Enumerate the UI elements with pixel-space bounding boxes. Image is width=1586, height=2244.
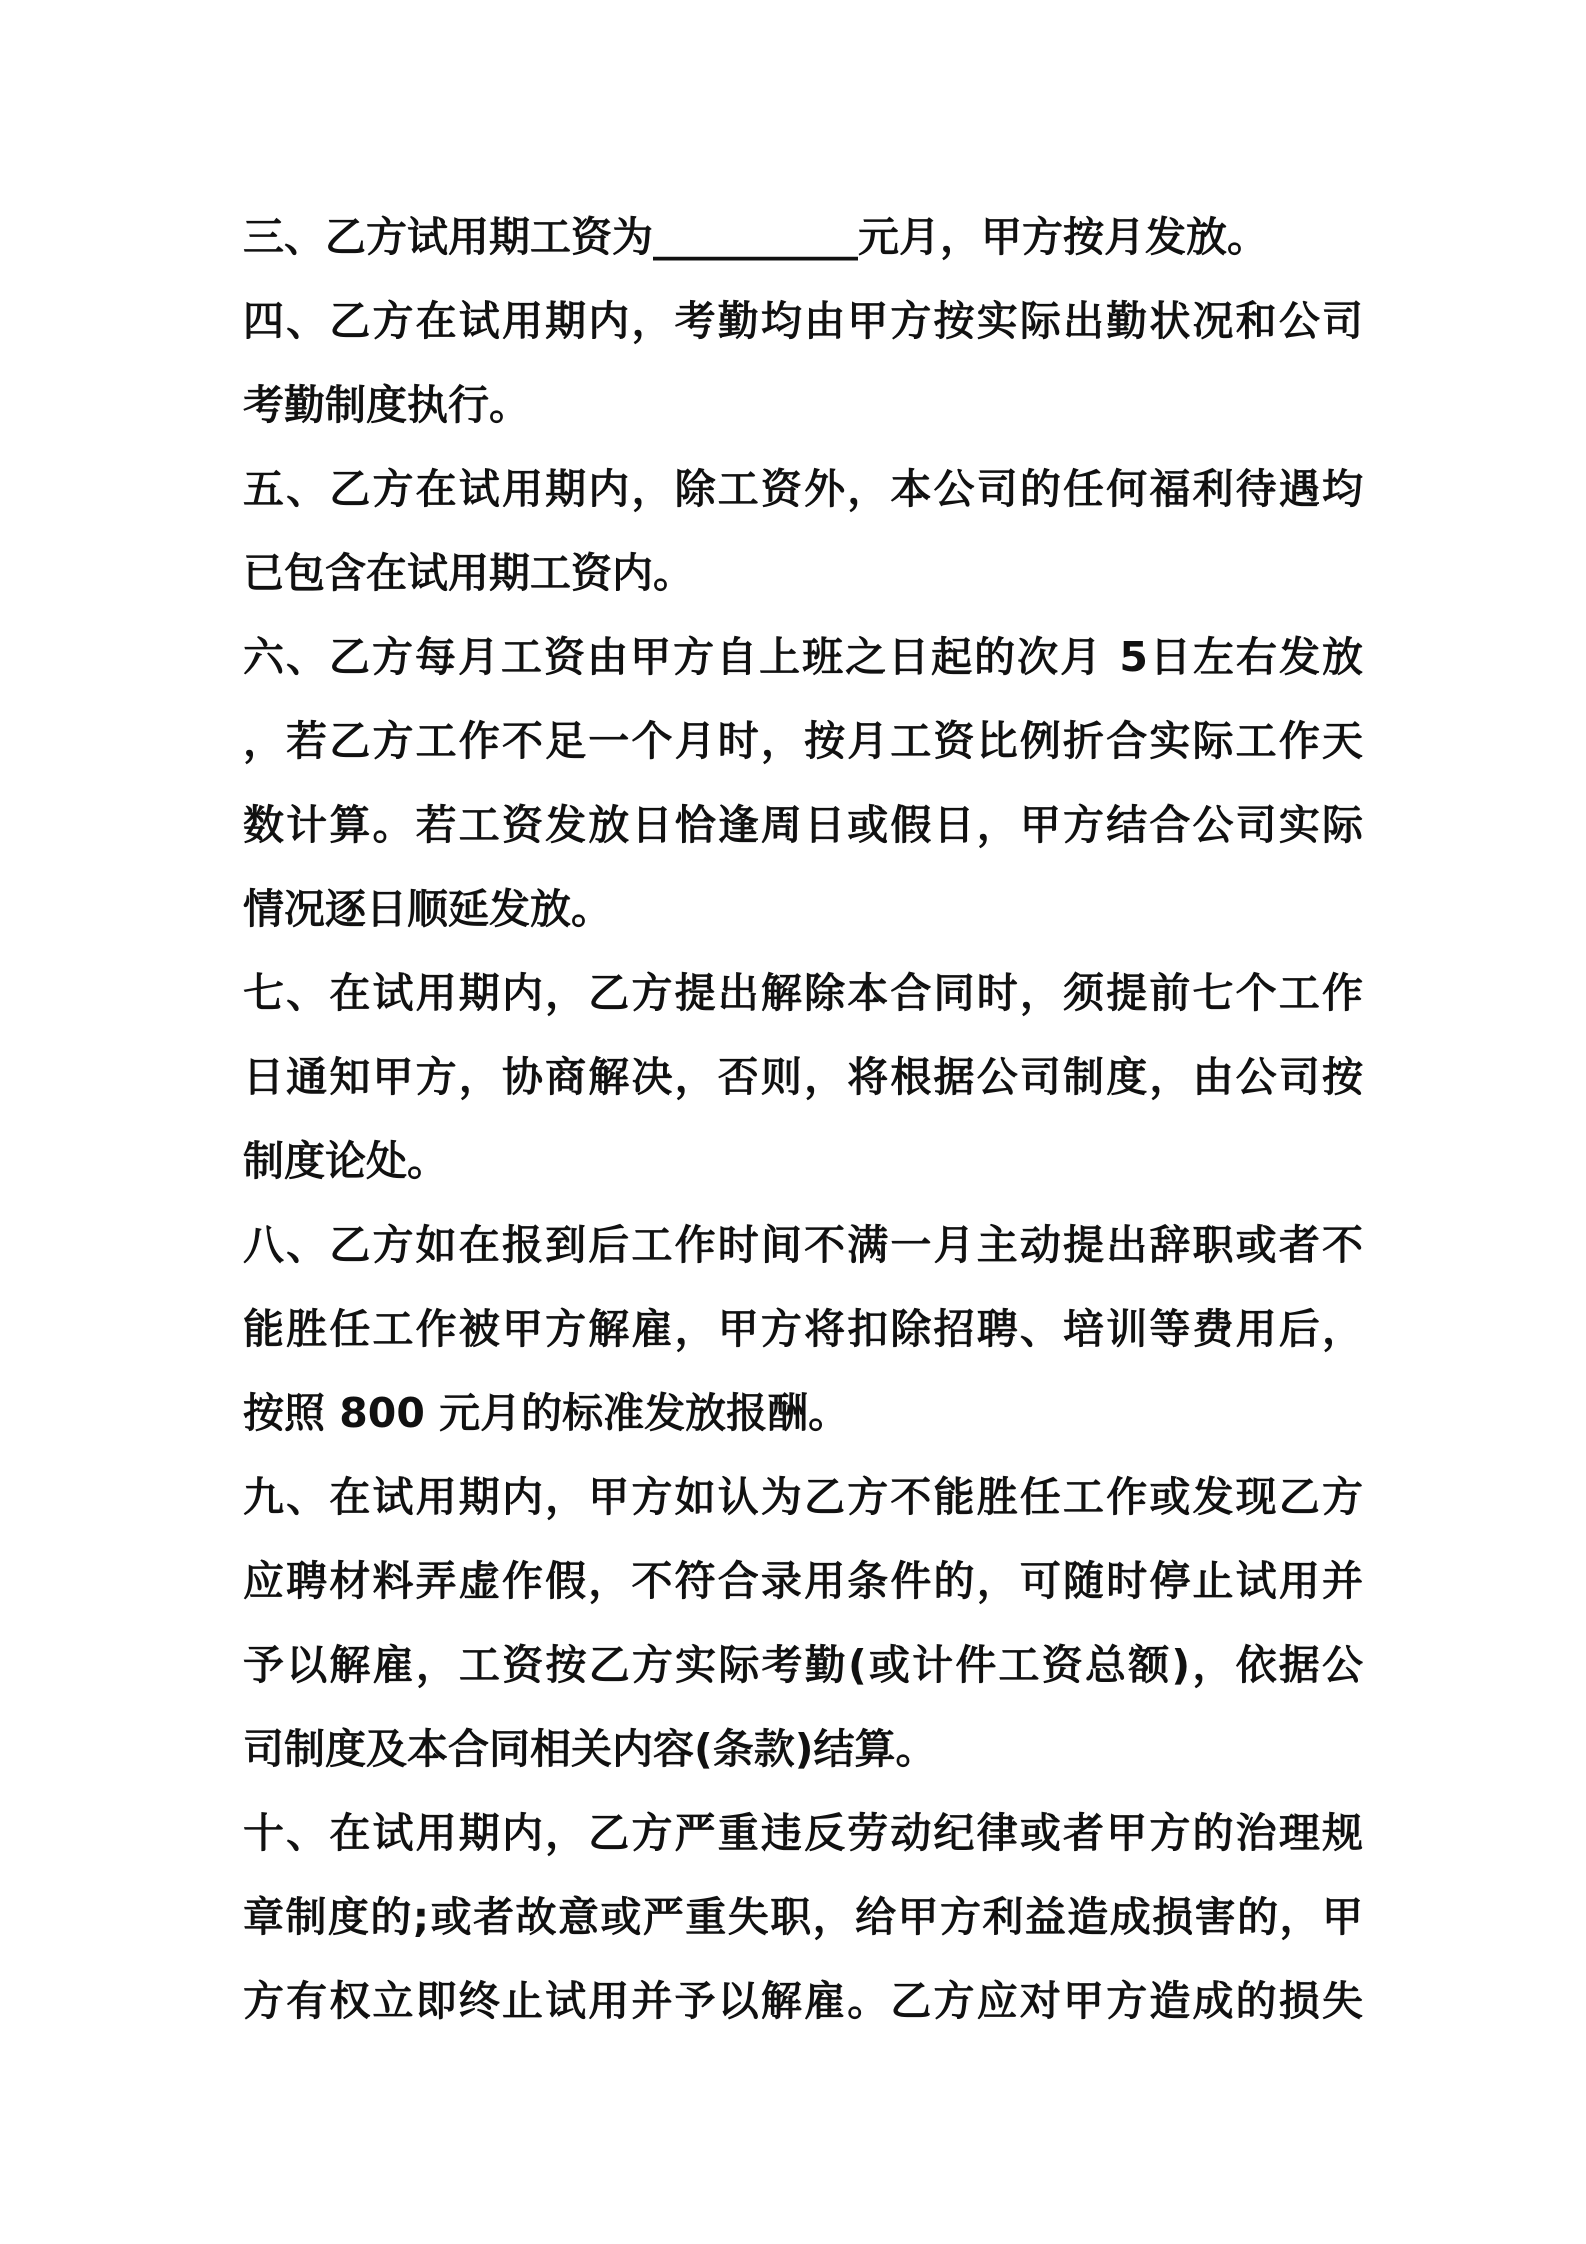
text-line: 数计算。若工资发放日恰逢周日或假日，甲方结合公司实际 [243, 801, 1363, 849]
text-line: 应聘材料弄虚作假，不符合录用条件的，可随时停止试用并 [243, 1557, 1363, 1605]
text-line: 八、乙方如在报到后工作时间不满一月主动提出辞职或者不 [243, 1221, 1363, 1269]
text-line: 按照 800 元月的标准发放报酬。 [243, 1389, 850, 1437]
text-line: 方有权立即终止试用并予以解雇。乙方应对甲方造成的损失 [243, 1977, 1363, 2025]
text-line: 予以解雇，工资按乙方实际考勤(或计件工资总额)，依据公 [243, 1641, 1363, 1689]
text-line: 司制度及本合同相关内容(条款)结算。 [243, 1725, 937, 1773]
text-line: 十、在试用期内，乙方严重违反劳动纪律或者甲方的治理规 [243, 1809, 1363, 1857]
text-line: 情况逐日顺延发放。 [243, 885, 612, 933]
text-line: 考勤制度执行。 [243, 381, 530, 429]
text-line: 三、乙方试用期工资为__________元月，甲方按月发放。 [243, 213, 1268, 261]
text-line: 能胜任工作被甲方解雇，甲方将扣除招聘、培训等费用后， [243, 1305, 1363, 1353]
text-line: 制度论处。 [243, 1137, 448, 1185]
text-line: 已包含在试用期工资内。 [243, 549, 694, 597]
text-line: 六、乙方每月工资由甲方自上班之日起的次月 5日左右发放 [243, 633, 1363, 681]
text-line: 四、乙方在试用期内，考勤均由甲方按实际出勤状况和公司 [243, 297, 1363, 345]
text-line: ，若乙方工作不足一个月时，按月工资比例折合实际工作天 [243, 717, 1363, 765]
text-line: 章制度的;或者故意或严重失职，给甲方利益造成损害的，甲 [243, 1893, 1363, 1941]
contract-body [243, 195, 1363, 2043]
text-line: 七、在试用期内，乙方提出解除本合同时，须提前七个工作 [243, 969, 1363, 1017]
text-line: 日通知甲方，协商解决，否则，将根据公司制度，由公司按 [243, 1053, 1363, 1101]
text-line: 五、乙方在试用期内，除工资外，本公司的任何福利待遇均 [243, 465, 1363, 513]
text-line: 九、在试用期内，甲方如认为乙方不能胜任工作或发现乙方 [243, 1473, 1363, 1521]
